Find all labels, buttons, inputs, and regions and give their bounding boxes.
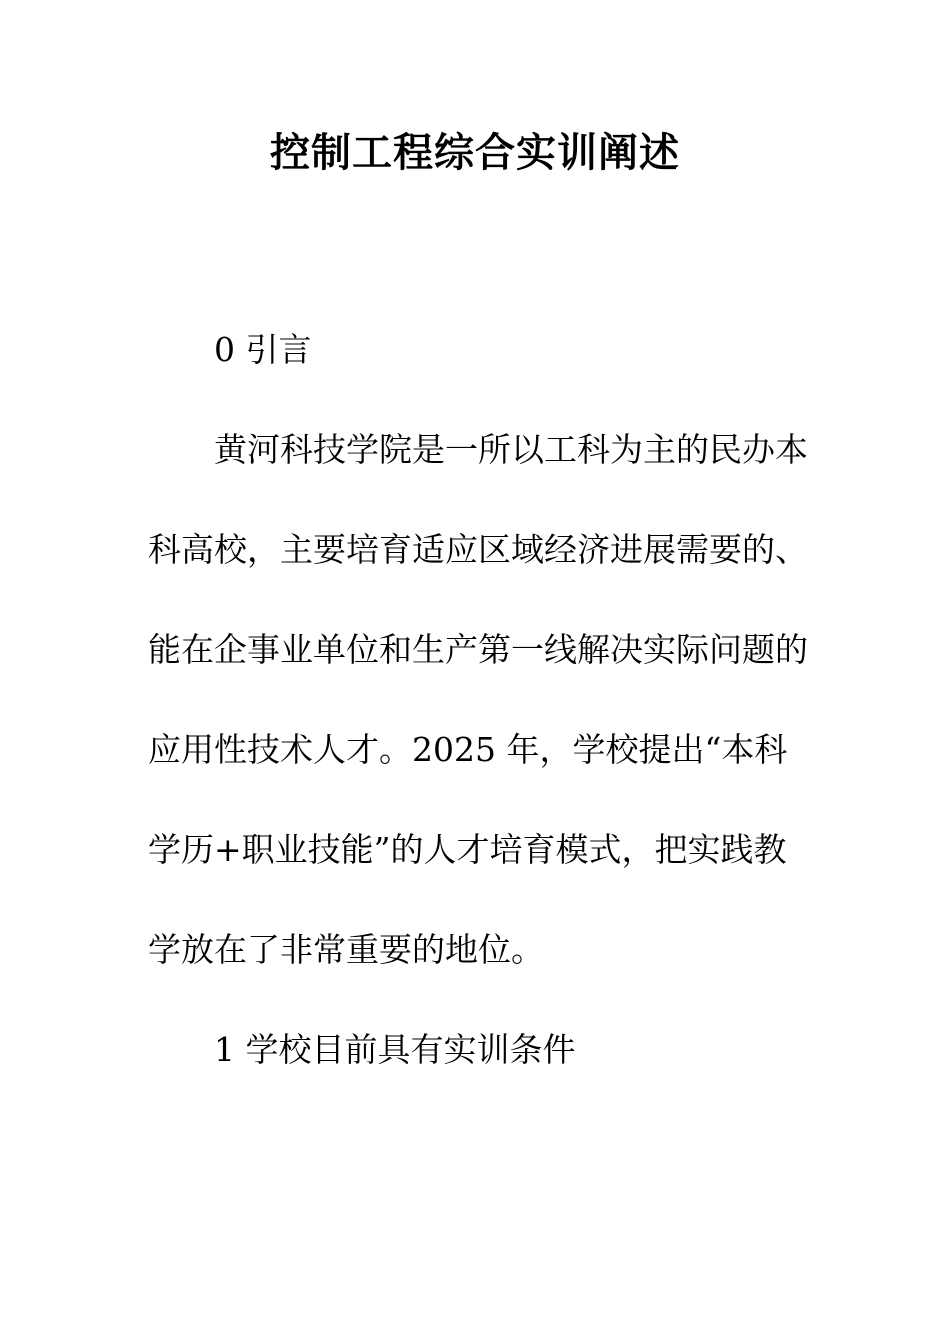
body-paragraph: 黄河科技学院是一所以工科为主的民办本科高校，主要培育适应区域经济进展需要的、能在企事业单位和生产第一线解决实际问题的应用性技术人才。2025 年，学校提出“本科学历+职业技能”的人才培育模式，把实践教学放在了非常重要的地位。: [148, 430, 808, 969]
document-body: [148, 300, 808, 1100]
section-heading-conditions: 1 学校目前具有实训条件: [214, 1030, 576, 1069]
section-heading-intro: 0 引言: [214, 330, 312, 369]
document-title: 控制工程综合实训阐述: [270, 130, 680, 176]
